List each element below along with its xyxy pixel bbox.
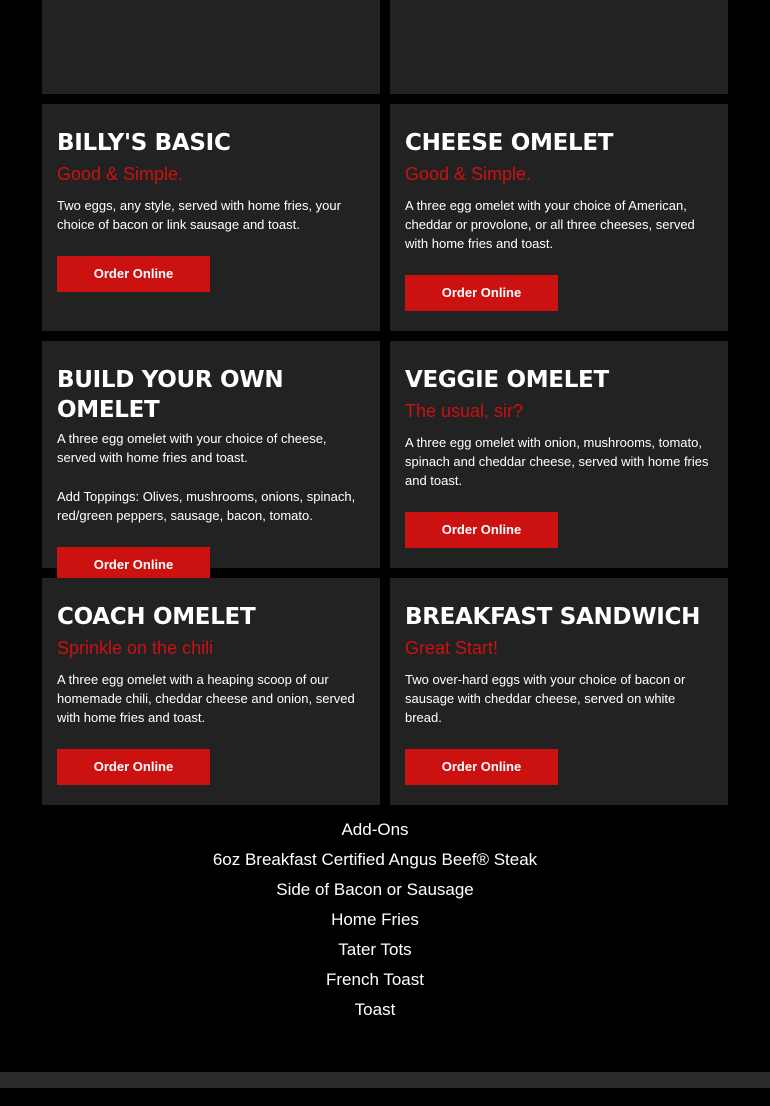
addon-item: Side of Bacon or Sausage <box>276 880 474 899</box>
menu-item-title: VEGGIE OMELET <box>405 367 609 393</box>
menu-card-cheese-omelet <box>390 104 728 331</box>
menu-item-description: A three egg omelet with your choice of cheese, served with home fries and toast. <box>57 431 327 465</box>
menu-item-description: A three egg omelet with your choice of American, cheddar or provolone, or all three cheeses, served with home fries and toast. <box>405 198 695 251</box>
menu-item-title: BILLY'S BASIC <box>57 130 231 156</box>
menu-card-breakfast-sandwich <box>390 578 728 805</box>
order-online-button[interactable]: Order Online <box>405 749 558 785</box>
menu-item-description: Two over-hard eggs with your choice of bacon or sausage with cheddar cheese, served on white bread. <box>405 672 686 725</box>
addon-item: Tater Tots <box>338 940 412 959</box>
order-online-button[interactable]: Order Online <box>405 275 558 311</box>
menu-card-top-right <box>390 0 728 94</box>
menu-item-description: A three egg omelet with onion, mushrooms, tomato, spinach and cheddar cheese, served with home fries and toast. <box>405 435 709 488</box>
menu-item-title: CHEESE OMELET <box>405 130 614 156</box>
addon-item: Toast <box>354 1000 396 1019</box>
addons-list <box>0 815 750 1025</box>
menu-item-title: BREAKFAST SANDWICH <box>405 604 701 630</box>
menu-item-description: A three egg omelet with a heaping scoop of our homemade chili, cheddar cheese and onion, served with home fries and toast. <box>57 672 355 725</box>
menu-card-billys-basic <box>42 104 380 331</box>
menu-item-toppings: Add Toppings: Olives, mushrooms, onions, spinach, red/green peppers, sausage, bacon, tomato. <box>57 489 356 523</box>
menu-item-subtitle: Sprinkle on the chili <box>57 638 214 658</box>
menu-item-subtitle: Great Start! <box>405 638 499 658</box>
menu-item-subtitle: Good & Simple. <box>405 164 532 184</box>
addon-item: Home Fries <box>331 910 419 929</box>
order-online-button[interactable]: Order Online <box>57 547 210 583</box>
addons-heading: Add-Ons <box>341 820 409 839</box>
footer-divider <box>0 1072 770 1088</box>
addon-item: 6oz Breakfast Certified Angus Beef® Steak <box>212 850 538 869</box>
menu-item-subtitle: The usual, sir? <box>405 401 524 421</box>
menu-item-title: BUILD YOUR OWN OMELET <box>57 367 284 423</box>
menu-item-subtitle: Good & Simple. <box>57 164 184 184</box>
menu-item-description: Two eggs, any style, served with home fries, your choice of bacon or link sausage and toast. <box>57 198 341 232</box>
menu-card-build-your-own-omelet <box>42 341 380 572</box>
menu-card-top-left <box>42 0 380 94</box>
order-online-button[interactable]: Order Online <box>57 256 210 292</box>
menu-card-coach-omelet <box>42 578 380 805</box>
addon-item: French Toast <box>326 970 424 989</box>
order-online-button[interactable]: Order Online <box>405 512 558 548</box>
menu-item-title: COACH OMELET <box>57 604 256 630</box>
order-online-button[interactable]: Order Online <box>57 749 210 785</box>
menu-card-veggie-omelet <box>390 341 728 568</box>
